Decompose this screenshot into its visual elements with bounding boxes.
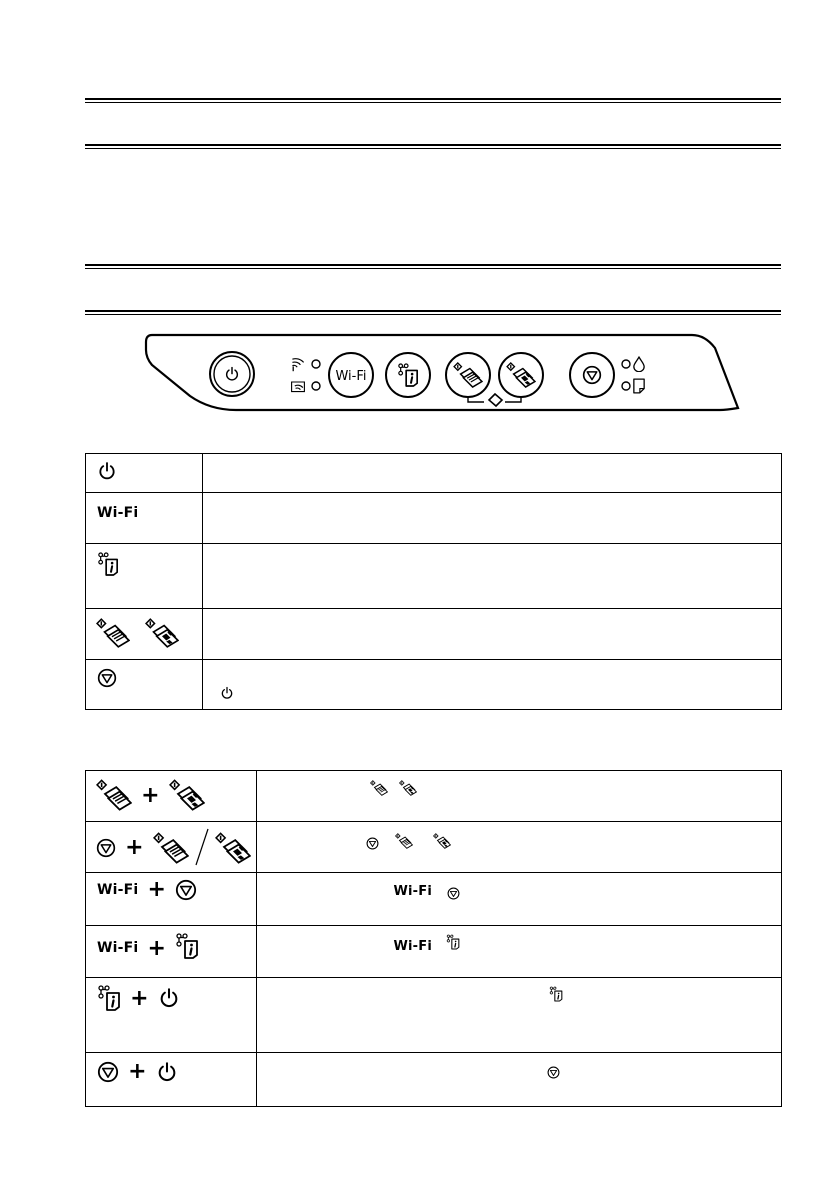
power-icon	[97, 461, 117, 481]
plus-sign: +	[147, 936, 166, 961]
wifi-label: Wi-Fi	[393, 939, 432, 954]
icon-cell	[86, 454, 203, 493]
stop-icon	[97, 1061, 119, 1083]
description-cell	[257, 771, 782, 822]
power-button[interactable]	[210, 352, 254, 396]
network-status-icon	[175, 932, 199, 960]
bw-copy-icon	[96, 779, 132, 811]
wifi-label: Wi-Fi	[393, 884, 432, 899]
description-cell	[257, 978, 782, 1053]
color-copy-icon	[215, 832, 251, 864]
table-row	[86, 609, 782, 660]
combo-icon-cell	[86, 822, 257, 873]
wifi-label: Wi-Fi	[97, 882, 139, 898]
description-cell	[203, 454, 782, 493]
plus-sign: +	[141, 783, 160, 808]
buttons-table	[85, 453, 782, 710]
table-row	[86, 544, 782, 609]
table-row	[86, 660, 782, 710]
combo-icon-cell	[86, 978, 257, 1053]
stop-icon	[366, 837, 379, 850]
power-icon	[156, 1061, 178, 1083]
network-status-icon	[97, 984, 121, 1012]
stop-icon	[547, 1066, 560, 1079]
color-copy-icon	[169, 779, 205, 811]
slash-divider	[194, 828, 210, 866]
description-cell	[257, 822, 782, 873]
stop-button[interactable]	[570, 353, 614, 397]
description-cell	[257, 873, 782, 926]
combo-icon-cell	[86, 1053, 257, 1107]
description-cell	[203, 609, 782, 660]
description-cell	[203, 493, 782, 544]
description-cell	[203, 660, 782, 710]
network-status-icon	[446, 934, 460, 950]
icon-cell	[86, 544, 203, 609]
combo-icon-cell	[86, 926, 257, 978]
bw-copy-button[interactable]	[446, 353, 490, 397]
table-row	[86, 978, 782, 1053]
plus-sign: +	[125, 835, 144, 860]
stop-icon	[96, 838, 116, 858]
stop-icon	[175, 879, 197, 901]
header-rule-1	[85, 98, 781, 103]
table-row	[86, 493, 782, 544]
color-copy-icon	[433, 833, 451, 849]
table-row	[86, 926, 782, 978]
table-row	[86, 873, 782, 926]
paper-led	[622, 382, 630, 390]
plus-sign: +	[128, 1059, 147, 1084]
section-rule-2	[85, 310, 781, 315]
stop-icon	[447, 887, 460, 900]
wifi-led	[312, 360, 320, 368]
table-row	[86, 1053, 782, 1107]
bw-copy-icon	[153, 832, 189, 864]
icon-cell	[86, 660, 203, 710]
table-row	[86, 822, 782, 873]
table-row	[86, 771, 782, 822]
power-icon	[158, 987, 180, 1009]
combo-icon-cell	[86, 771, 257, 822]
bw-copy-icon	[370, 780, 388, 796]
wifi-button[interactable]	[329, 353, 373, 397]
wifi-label: Wi-Fi	[97, 940, 139, 956]
wifi-label: Wi-Fi	[97, 505, 139, 521]
network-status-icon	[549, 986, 563, 1002]
plus-sign: +	[130, 986, 149, 1011]
ink-led	[622, 360, 630, 368]
icon-cell	[86, 609, 203, 660]
description-cell	[257, 1053, 782, 1107]
network-status-icon	[97, 552, 119, 576]
control-panel-illustration	[140, 330, 740, 430]
description-cell	[257, 926, 782, 978]
color-copy-icon	[399, 780, 417, 796]
table-row	[86, 454, 782, 493]
network-status-button[interactable]	[386, 353, 430, 397]
wifi-button-label: Wi-Fi	[335, 369, 367, 384]
power-icon	[220, 686, 234, 700]
color-copy-button[interactable]	[499, 353, 543, 397]
section-rule-1	[85, 264, 781, 269]
combination-table	[85, 770, 782, 1107]
color-copy-icon	[145, 618, 179, 648]
description-cell	[203, 544, 782, 609]
bw-copy-icon	[395, 833, 413, 849]
bw-copy-icon	[96, 618, 130, 648]
combo-icon-cell	[86, 873, 257, 926]
plus-sign: +	[147, 877, 166, 902]
header-rule-2	[85, 144, 781, 149]
wifi-direct-led	[312, 382, 320, 390]
icon-cell	[86, 493, 203, 544]
stop-icon	[97, 668, 117, 688]
